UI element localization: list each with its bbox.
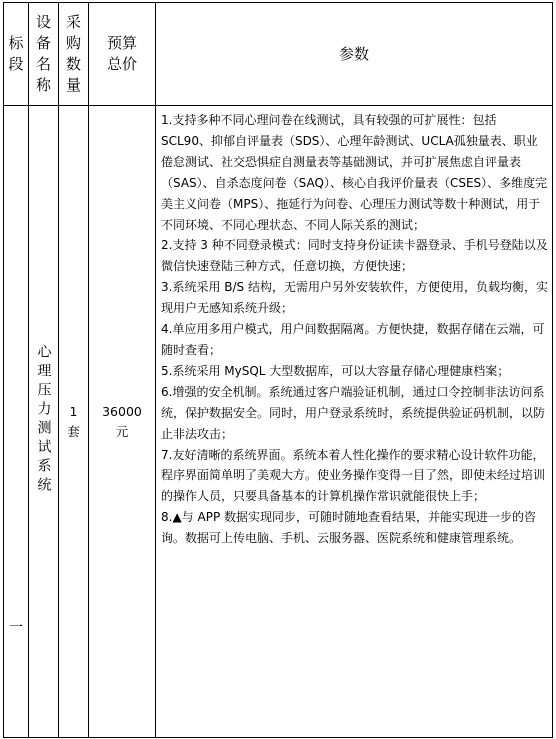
header-device-name-char: 名 xyxy=(35,55,51,73)
header-device-name-char: 备 xyxy=(35,34,51,52)
header-device-name xyxy=(29,3,59,106)
param-item: 2.支持 3 种不同登录模式：同时支持身份证读卡器登录、手机号登陆以及微信快速登陆三种方式，任意切换，方便快速； xyxy=(161,238,548,274)
device-name-cell xyxy=(29,106,59,738)
param-item: 7.友好清晰的系统界面。系统本着人性化操作的要求精心设计软件功能，程序界面简单明了美观大方。使业务操作变得一目了然，即使未经过培训的操作人员，只要具备基本的计算机操作常识就能很快上手； xyxy=(161,447,546,504)
device-name-text: 心理压力测试系统 xyxy=(35,343,52,496)
header-quantity-char: 数 xyxy=(65,55,81,73)
param-item: 3.系统采用 B/S 结构，无需用户另外安装软件，方便使用，负载均衡，实现用户无感知系统升级； xyxy=(161,280,548,316)
item-row xyxy=(4,106,553,738)
section-cell: 一 xyxy=(4,106,29,738)
budget-cell xyxy=(89,106,156,738)
quantity-unit: 套 xyxy=(67,423,80,439)
param-item: 5.系统采用 MySQL 大型数据库，可以大容量存储心理健康档案； xyxy=(161,363,510,378)
header-budget-line: 总价 xyxy=(106,55,137,73)
header-quantity-char: 量 xyxy=(65,76,81,94)
param-item: 6.增强的安全机制。系统通过客户端验证机制，通过口令控制非法访问系统，保护数据安全。同时，用户登录系统时，系统提供验证码机制，以防止非法攻击； xyxy=(161,384,546,441)
header-budget xyxy=(89,3,156,106)
header-section xyxy=(4,3,29,106)
budget-number: 36000 xyxy=(102,403,142,419)
header-row xyxy=(4,3,553,106)
quantity-cell xyxy=(59,106,89,738)
param-item: 1.支持多种不同心理问卷在线测试，具有较强的可扩展性：包括 SCL90、抑郁自评量表（SDS）、心理年龄测试、UCLA孤独量表、职业倦怠测试、社交恐惧症自测量表等基础测试，并可扩展焦虑自评量表（SAS）、自杀态度问卷（SAQ）、核心自我评价量表（CSES）、多维度完美主义问卷（MPS）、拖延行为问卷、心理压力测试等数十种测试，用于不同环境、不同心理状态、不同人际关系的测试； xyxy=(161,113,548,232)
header-section-char: 标 xyxy=(8,34,24,52)
header-device-name-char: 称 xyxy=(35,76,51,94)
spec-table xyxy=(3,2,553,738)
params-cell xyxy=(156,106,553,738)
quantity-number: 1 xyxy=(69,403,78,419)
header-budget-line: 预算 xyxy=(106,34,137,52)
param-item: 4.单应用多用户模式，用户间数据隔离。方便快捷，数据存储在云端，可随时查看； xyxy=(161,322,545,357)
header-quantity-char: 采 xyxy=(65,13,81,31)
header-quantity xyxy=(59,3,89,106)
header-section-char: 段 xyxy=(8,55,24,73)
header-device-name-char: 设 xyxy=(35,13,51,31)
header-params: 参数 xyxy=(156,3,553,106)
header-quantity-char: 购 xyxy=(65,34,81,52)
budget-unit: 元 xyxy=(115,423,129,439)
param-item: 8.▲与 APP 数据实现同步，可随时随地查看结果，并能实现进一步的咨询。数据可上传电脑、手机、云服务器、医院系统和健康管理系统。 xyxy=(161,510,536,546)
